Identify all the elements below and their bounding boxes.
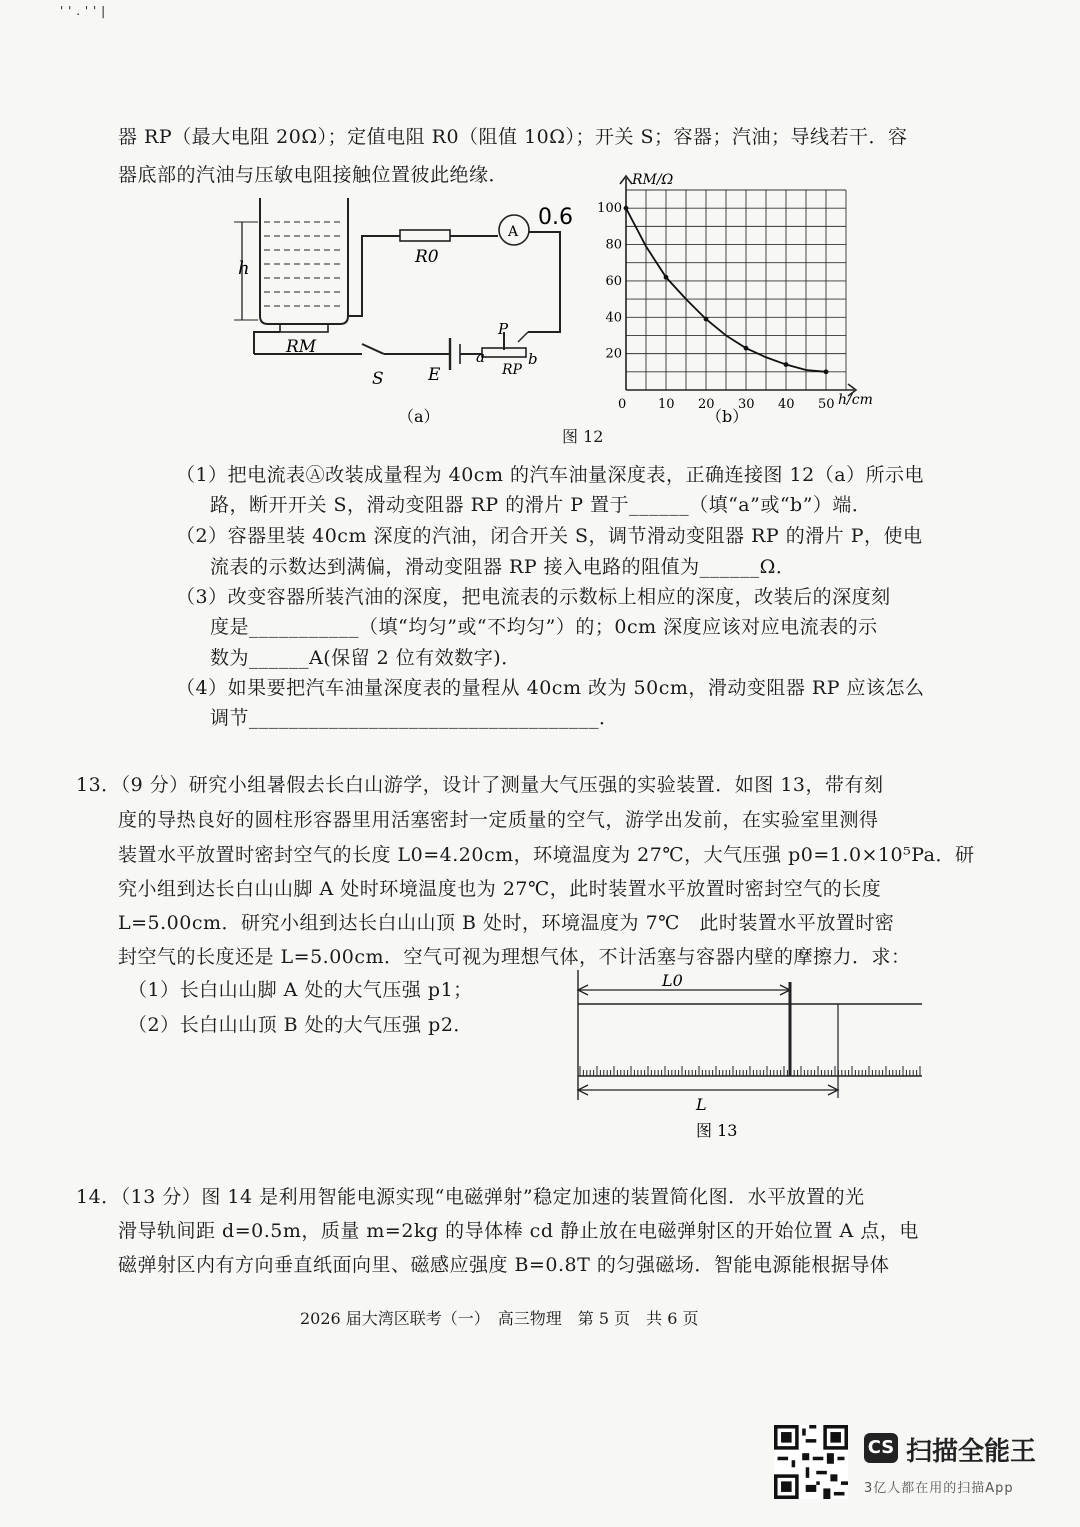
x-axis-label: h/cm <box>838 392 873 408</box>
intro-line: 器 RP（最大电阻 20Ω）；定值电阻 R0（阻值 10Ω）；开关 S；容器；汽油；导线若干．容 <box>118 126 908 148</box>
y-tick-label: 60 <box>605 273 622 289</box>
q13-line: 13．（9 分）研究小组暑假去长白山游学，设计了测量大气压强的实验装置．如图 13，带有刻 <box>76 774 884 796</box>
x-tick-label: 0 <box>618 397 627 412</box>
b-label: b <box>528 350 538 368</box>
r0-label: R0 <box>415 247 439 267</box>
x-tick-label: 40 <box>778 397 795 412</box>
rm-label: RM <box>286 337 317 357</box>
q13-line: 装置水平放置时密封空气的长度 L0=4.20cm，环境温度为 27℃，大气压强 p0=1.0×10⁵Pa．研 <box>118 844 975 866</box>
q13-line: L=5.00cm．研究小组到达长白山山顶 B 处时，环境温度为 7℃ 此时装置水平放置时密 <box>118 912 895 934</box>
data-point <box>744 346 749 351</box>
q12-line: （2）容器里装 40cm 深度的汽油，闭合开关 S，调节滑动变阻器 RP 的滑片 P，使电 <box>176 525 923 547</box>
x-tick-label: 10 <box>658 397 675 412</box>
e-label: E <box>428 365 441 385</box>
l0-label: L0 <box>662 971 683 990</box>
circuit-caption: （a） <box>398 407 440 426</box>
q13-line: 究小组到达长白山山脚 A 处时环境温度也为 27℃，此时装置水平放置时密封空气的长度 <box>118 878 882 900</box>
figure-13-caption: 图 13 <box>696 1121 738 1140</box>
q13-line: （1）长白山山脚 A 处的大气压强 p1； <box>128 979 473 1001</box>
q13-line: 封空气的长度还是 L=5.00cm．空气可视为理想气体，不计活塞与容器内壁的摩擦力．求： <box>118 946 911 968</box>
q14-line: 滑导轨间距 d=0.5m，质量 m=2kg 的导体棒 cd 静止放在电磁弹射区的开始位置 A 点，电 <box>118 1220 919 1242</box>
cs-logo: CS <box>864 1433 898 1463</box>
scanner-watermark <box>774 1425 1064 1505</box>
figure-13-apparatus <box>570 968 930 1146</box>
data-point <box>784 362 789 367</box>
scanner-app-name: 扫描全能王 <box>906 1437 1037 1467</box>
a-label: a <box>476 348 485 366</box>
q12-line: 度是___________（填“均匀”或“不均匀”）的；0cm 深度应该对应电流表的示 <box>210 616 878 638</box>
data-point <box>664 275 669 280</box>
x-tick-label: 50 <box>818 397 835 412</box>
q12-line: （1）把电流表Ⓐ改装成量程为 40cm 的汽车油量深度表，正确连接图 12（a）所示电 <box>176 464 925 486</box>
handwritten-annotation: 0.6 <box>538 205 573 230</box>
q12-line: （3）改变容器所装汽油的深度，把电流表的示数标上相应的深度，改装后的深度刻 <box>176 586 891 608</box>
q12-line: 数为______A(保留 2 位有效数字)． <box>210 647 521 669</box>
q13-line: 度的导热良好的圆柱形容器里用活塞密封一定质量的空气，游学出发前，在实验室里测得 <box>118 809 879 831</box>
header-marks: ' ' . ' ' | <box>60 4 106 18</box>
y-tick-label: 100 <box>597 201 622 217</box>
intro-line: 器底部的汽油与压敏电阻接触位置彼此绝缘． <box>118 164 509 186</box>
rp-label: RP <box>502 362 522 378</box>
x-tick-label: 30 <box>738 397 755 412</box>
x-tick-label: 20 <box>698 397 715 412</box>
q12-line: 路，断开开关 S，滑动变阻器 RP 的滑片 P 置于______（填“a”或“b”）端． <box>210 494 872 516</box>
q14-line: 磁弹射区内有方向垂直纸面向里、磁感应强度 B=0.8T 的匀强磁场．智能电源能根据导体 <box>118 1254 890 1276</box>
p-label: P <box>498 320 509 338</box>
data-point <box>824 369 829 374</box>
y-tick-label: 20 <box>605 346 622 362</box>
figure-12-caption: 图 12 <box>562 427 604 446</box>
data-point <box>624 206 629 211</box>
q13-line: （2）长白山山顶 B 处的大气压强 p2． <box>128 1014 473 1036</box>
scanner-tagline: 3亿人都在用的扫描App <box>864 1481 1014 1496</box>
q12-line: 调节___________________________________． <box>210 707 619 729</box>
y-axis-label: RM/Ω <box>632 172 674 188</box>
l-label: L <box>696 1095 707 1114</box>
ammeter-label: A <box>508 224 519 240</box>
y-tick-label: 40 <box>605 310 622 326</box>
y-tick-label: 80 <box>605 237 622 253</box>
h-label: h <box>238 258 250 279</box>
page-footer: 2026 届大湾区联考（一） 高三物理 第 5 页 共 6 页 <box>300 1309 699 1328</box>
s-label: S <box>372 369 384 389</box>
circuit-diagram <box>228 188 598 438</box>
data-point <box>704 317 709 322</box>
q12-line: 流表的示数达到满偏，滑动变阻器 RP 接入电路的阻值为______Ω． <box>210 556 796 578</box>
q12-line: （4）如果要把汽车油量深度表的量程从 40cm 改为 50cm，滑动变阻器 RP 应该怎么 <box>176 677 925 699</box>
graph-caption: （b） <box>706 407 749 426</box>
q14-line: 14．（13 分）图 14 是利用智能电源实现“电磁弹射”稳定加速的装置简化图．水平放置的光 <box>76 1186 865 1208</box>
rm-h-graph <box>596 168 886 430</box>
qr-code-icon <box>774 1425 848 1499</box>
